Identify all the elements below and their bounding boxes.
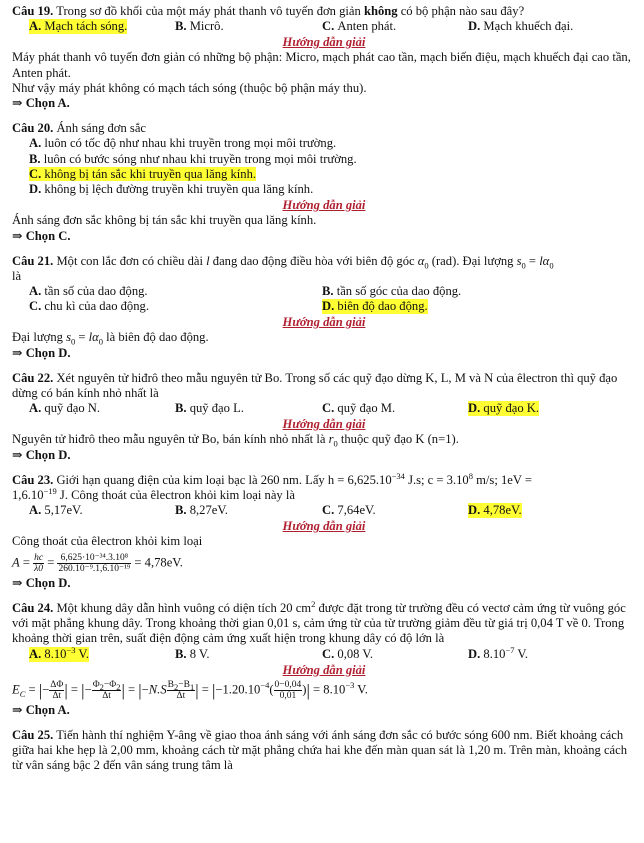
question-number: Câu 22. bbox=[12, 370, 54, 385]
question-number: Câu 20. bbox=[12, 121, 54, 136]
solution-heading: Hướng dẫn giải bbox=[282, 662, 366, 677]
question-22: Câu 22. Xét nguyên tử hiđrô theo mẫu nguyên tử Bo. Trong số các quỹ đạo dừng K, L, M và N của êlectron thì quỹ đạo dừng có bán kính nhỏ nhất là A. quỹ đạo N. B. quỹ đạo L. C. quỹ đạo M. D. quỹ đạo K. Hướng dẫn giải Nguyên tử hiđrô theo mẫu nguyên tử Bo, bán kính nhỏ nhất là $r_0$ thuộc quỹ đạo K (n=1). ⇒ Chọn D. bbox=[12, 371, 636, 463]
option-d[interactable]: D. không bị lệch đường truyền khi truyền qua lăng kính. bbox=[29, 182, 314, 197]
option-a[interactable]: A. quỹ đạo N. bbox=[29, 401, 101, 416]
question-number: Câu 25. bbox=[12, 727, 54, 742]
option-d[interactable]: D. biên độ dao động. bbox=[322, 299, 428, 314]
formula: A = $\frac{hc}{\lambda 0}$ = $\frac{\text{6,625·10⁻³⁴.3.10⁸}}{\text{260.10⁻⁹.1,6.10⁻¹⁹}}$ = 4,78eV. bbox=[12, 552, 183, 574]
question-number: Câu 21. bbox=[12, 253, 54, 268]
solution-heading: Hướng dẫn giải bbox=[282, 198, 366, 213]
solution-text: Đại lượng $s_0 = l\alpha_0$ là biên độ dao động. bbox=[12, 330, 209, 347]
option-a[interactable]: A. luôn có tốc độ như nhau khi truyền trong mọi môi trường. bbox=[29, 136, 337, 151]
option-b[interactable]: B. quỹ đạo L. bbox=[175, 401, 244, 416]
question-21: Câu 21. Một con lắc đơn có chiều dài l đang dao động điều hòa với biên độ góc $\alpha_0$ (rad). Đại lượng $s_0 = l\alpha_0$ là A. tần số của dao động. B. tần số góc của dao động. C. chu kì của dao động. D. biên độ dao động. Hướng dẫn giải Đại lượng $s_0 = l\alpha_0$ là biên độ dao động. ⇒ Chọn D. bbox=[12, 254, 636, 361]
question-number: Câu 24. bbox=[12, 600, 54, 615]
option-d[interactable]: D. 4,78eV. bbox=[468, 503, 522, 518]
answer: ⇒ Chọn A. bbox=[12, 96, 70, 111]
solution-text: Công thoát của êlectron khỏi kim loại bbox=[12, 534, 203, 549]
question-23: Câu 23. Giới hạn quang điện của kim loại bạc là 260 nm. Lấy $h = 6,625.10^{-34}$ J.s; $c = 3.10^8$ m/s; 1eV = $1,6.10^{-19}$ J. Công thoát của êlectron khỏi kim loại này là A. 5,17eV. B. 8,27eV. C. 7,64eV. D. 4,78eV. Hướng dẫn giải Công thoát của êlectron khỏi kim loại A = $\frac{hc}{\lambda 0}$ = $\frac{\text{6,625·10⁻³⁴.3.10⁸}}{\text{260.10⁻⁹.1,6.10⁻¹⁹}}$ = 4,78eV. ⇒ Chọn D. bbox=[12, 473, 636, 591]
solution-text: Nguyên tử hiđrô theo mẫu nguyên tử Bo, bán kính nhỏ nhất là $r_0$ thuộc quỹ đạo K (n=1). bbox=[12, 432, 459, 449]
options-row bbox=[12, 284, 636, 299]
option-b[interactable]: B. 8 V. bbox=[175, 646, 210, 661]
options-row bbox=[12, 503, 636, 518]
option-c[interactable]: C. Anten phát. bbox=[322, 19, 397, 34]
question-25: Câu 25. Tiến hành thí nghiệm Y-âng về giao thoa ánh sáng với ánh sáng đơn sắc có bước sóng 600 nm. Biết khoảng cách giữa hai khe hẹp là 2,00 mm, khoảng cách từ mặt phẳng chứa hai khe đến màn quan sát là 1,20 m. Trên màn, khoảng cách từ vân sáng bậc 2 đến vân sáng trung tâm là bbox=[12, 727, 628, 773]
answer: ⇒ Chọn A. bbox=[12, 702, 70, 717]
options-row bbox=[12, 19, 636, 34]
options-row bbox=[12, 644, 636, 662]
question-24: Câu 24. Một khung dây dẫn hình vuông có diện tích 20 $cm^2$ được đặt trong từ trường đều có vectơ cảm ứng từ vuông góc với mặt phẳng khung dây. Trong khoảng thời gian 0,01 s, cảm ứng từ của từ trường giảm đều từ giá trị 0,04 T về 0. Trong khoảng thời gian trên, suất điện động cảm ứng xuất hiện trong khung dây có độ lớn là A. $8.10^{-3}$ V. B. 8 V. C. 0,08 V. D. $8.10^{-7}$ V. Hướng dẫn giải $E_C$ = |− $\frac{\Delta\Phi}{\Delta t}$ | = |− $\frac{\Phi_2-\Phi_2}{\Delta t}$ | = |−N.S $\frac{B_2-B_1}{\Delta t}$ | = $|-1.20.10^{-4}$( $\frac{0-0,04}{0,01}$ )| = $8.10^{-3}$ V. ⇒ Chọn A. bbox=[12, 601, 636, 718]
option-d[interactable]: D. $8.10^{-7}$ V. bbox=[468, 644, 529, 661]
option-a[interactable]: A. Mạch tách sóng. bbox=[29, 19, 128, 34]
options-row bbox=[12, 299, 636, 314]
solution-heading: Hướng dẫn giải bbox=[282, 315, 366, 330]
option-c[interactable]: C. 0,08 V. bbox=[322, 646, 373, 661]
option-c[interactable]: C. không bị tán sắc khi truyền qua lăng kính. bbox=[29, 166, 257, 181]
solution-text: Máy phát thanh vô tuyến đơn giản có những bộ phận: Micro, mạch phát cao tần, mạch biến điệu, mạch khuếch đại cao tần, Anten phát. bbox=[12, 50, 631, 80]
option-c[interactable]: C. quỹ đạo M. bbox=[322, 401, 396, 416]
answer: ⇒ Chọn D. bbox=[12, 575, 71, 590]
formula: $E_C$ = |− $\frac{\Delta\Phi}{\Delta t}$ | = |− $\frac{\Phi_2-\Phi_2}{\Delta t}$ | = |−N.S $\frac{B_2-B_1}{\Delta t}$ | = $|-1.20.10^{-4}$( $\frac{0-0,04}{0,01}$ )| = $8.10^{-3}$ V. bbox=[12, 679, 368, 701]
option-b[interactable]: B. 8,27eV. bbox=[175, 503, 228, 518]
option-b[interactable]: B. luôn có bước sóng như nhau khi truyền trong mọi môi trường. bbox=[29, 151, 357, 166]
solution-heading: Hướng dẫn giải bbox=[282, 519, 366, 534]
option-c[interactable]: C. chu kì của dao động. bbox=[29, 299, 149, 314]
solution-heading: Hướng dẫn giải bbox=[282, 417, 366, 432]
option-a[interactable]: A. 5,17eV. bbox=[29, 503, 83, 518]
question-number: Câu 23. bbox=[12, 472, 54, 487]
option-b[interactable]: B. tần số góc của dao động. bbox=[322, 284, 462, 299]
option-c[interactable]: C. 7,64eV. bbox=[322, 503, 376, 518]
options-row bbox=[12, 401, 636, 416]
answer: ⇒ Chọn D. bbox=[12, 345, 71, 360]
option-d[interactable]: D. quỹ đạo K. bbox=[468, 401, 540, 416]
option-a[interactable]: A. tần số của dao động. bbox=[29, 284, 148, 299]
answer: ⇒ Chọn C. bbox=[12, 228, 71, 243]
solution-text: Như vậy máy phát không có mạch tách sóng (thuộc bộ phận máy thu). bbox=[12, 80, 367, 95]
question-number: Câu 19. bbox=[12, 4, 54, 18]
option-d[interactable]: D. Mạch khuếch đại. bbox=[468, 19, 574, 34]
solution-heading: Hướng dẫn giải bbox=[282, 35, 366, 50]
solution-text: Ánh sáng đơn sắc không bị tán sắc khi truyền qua lăng kính. bbox=[12, 213, 317, 228]
question-20: Câu 20. Ánh sáng đơn sắc A. luôn có tốc độ như nhau khi truyền trong mọi môi trường. B. luôn có bước sóng như nhau khi truyền trong mọi môi trường. C. không bị tán sắc khi truyền qua lăng kính. D. không bị lệch đường truyền khi truyền qua lăng kính. Hướng dẫn giải Ánh sáng đơn sắc không bị tán sắc khi truyền qua lăng kính. ⇒ Chọn C. bbox=[12, 121, 636, 244]
option-a[interactable]: A. $8.10^{-3}$ V. bbox=[29, 644, 90, 661]
answer: ⇒ Chọn D. bbox=[12, 447, 71, 462]
question-19: Câu 19. Trong sơ đồ khối của một máy phát thanh vô tuyến đơn giản không có bộ phận nào sau đây? A. Mạch tách sóng. B. Micrô. C. Anten phát. D. Mạch khuếch đại. Hướng dẫn giải Máy phát thanh vô tuyến đơn giản có những bộ phận: Micro, mạch phát cao tần, mạch biến điệu, mạch khuếch đại cao tần, Anten phát. Như vậy máy phát không có mạch tách sóng (thuộc bộ phận máy thu). ⇒ Chọn A. bbox=[12, 4, 636, 111]
option-b[interactable]: B. Micrô. bbox=[175, 19, 224, 34]
